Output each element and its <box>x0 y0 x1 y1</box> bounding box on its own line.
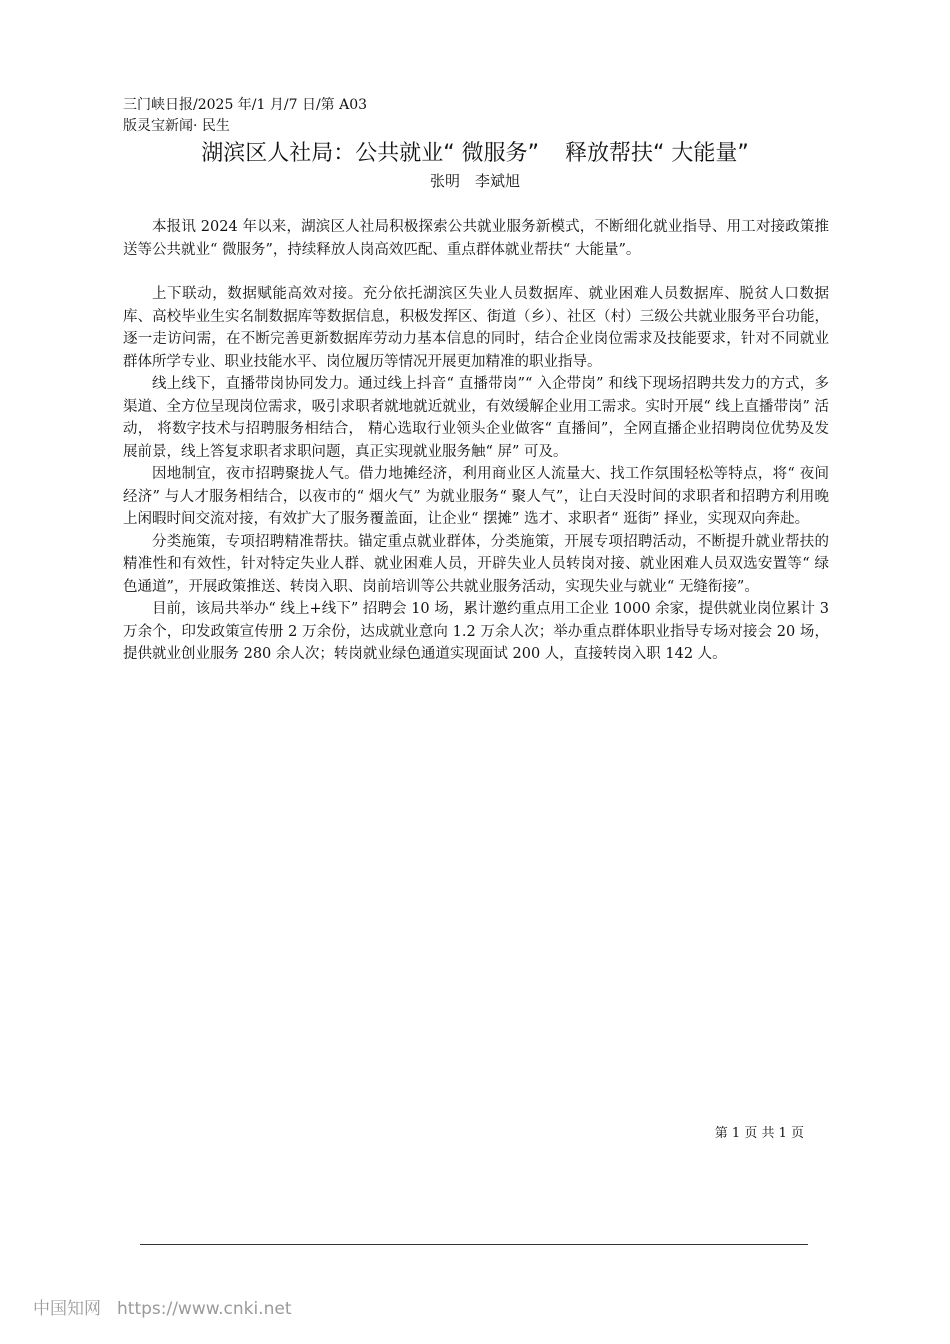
title-part-2: 释放帮扶“ 大能量” <box>565 141 749 166</box>
article-title <box>0 139 950 169</box>
article-author: 张明 李斌旭 <box>429 172 520 190</box>
article-body <box>123 216 829 666</box>
source-line: 三门峡日报/2025 年/1 月/7 日/第 A03 <box>123 97 368 113</box>
page-number: 第 1 页 共 1 页 <box>714 1126 804 1141</box>
section-line: 版灵宝新闻· 民生 <box>123 118 230 134</box>
paragraph: 上下联动，数据赋能高效对接。充分依托湖滨区失业人员数据库、就业困难人员数据库、脱贫人口数据库、高校毕业生实名制数据库等数据信息，积极发挥区、街道（乡）、社区（村）三级公共就业服务平台功能，逐一走访问需，在不断完善更新数据库劳动力基本信息的同时，结合企业岗位需求及技能要求，针对不同就业群体所学专业、职业技能水平、岗位履历等情况开展更加精准的职业指导。 <box>123 286 829 370</box>
watermark-brand: 中国知网 <box>33 1299 101 1319</box>
paragraph: 分类施策，专项招聘精准帮扶。锚定重点就业群体，分类施策，开展专项招聘活动，不断提升就业帮扶的精准性和有效性，针对特定失业人群、就业困难人员，开辟失业人员转岗对接、就业困难人员双选安置等“ 绿色通道”，开展政策推送、转岗入职、岗前培训等公共就业服务活动，实现失业与就业“ 无缝衔接”。 <box>123 533 829 595</box>
watermark-url: https://www.cnki.net <box>117 1299 292 1319</box>
paragraph-lead: 本报讯 2024 年以来，湖滨区人社局积极探索公共就业服务新模式，不断细化就业指导、用工对接政策推送等公共就业“ 微服务”，持续释放人岗高效匹配、重点群体就业帮扶“ 大能量”。 <box>123 219 829 258</box>
paragraph: 线上线下，直播带岗协同发力。通过线上抖音“ 直播带岗”“ 入企带岗” 和线下现场招聘共发力的方式，多渠道、全方位呈现岗位需求，吸引求职者就地就近就业，有效缓解企业用工需求。实时开展“ 线上直播带岗” 活动， 将数字技术与招聘服务相结合， 精心选取行业领头企业做客“ 直播间”，全网直播企业招聘岗位优势及发展前景，线上答复求职者求职问题，真正实现就业服务触“ 屏” 可及。 <box>123 376 829 460</box>
footer-divider <box>140 1244 808 1245</box>
paragraph: 目前，该局共举办“ 线上+线下” 招聘会 10 场，累计邀约重点用工企业 1000 余家，提供就业岗位累计 3 万余个，印发政策宣传册 2 万余份，达成就业意向 1.2 万余人次；举办重点群体职业指导专场对接会 20 场，提供就业创业服务 280 余人次；转岗就业绿色通道实现面试 200 人，直接转岗入职 142 人。 <box>123 601 829 662</box>
cnki-watermark <box>33 1294 291 1319</box>
paragraph: 因地制宜，夜市招聘聚拢人气。借力地摊经济，利用商业区人流量大、找工作氛围轻松等特点，将“ 夜间经济” 与人才服务相结合，以夜市的“ 烟火气” 为就业服务“ 聚人气”，让白天没时间的求职者和招聘方利用晚上闲暇时间交流对接，有效扩大了服务覆盖面，让企业“ 摆摊” 选才、求职者“ 逛街” 择业，实现双向奔赴。 <box>123 466 829 527</box>
title-part-1: 湖滨区人社局：公共就业“ 微服务” <box>201 141 539 166</box>
